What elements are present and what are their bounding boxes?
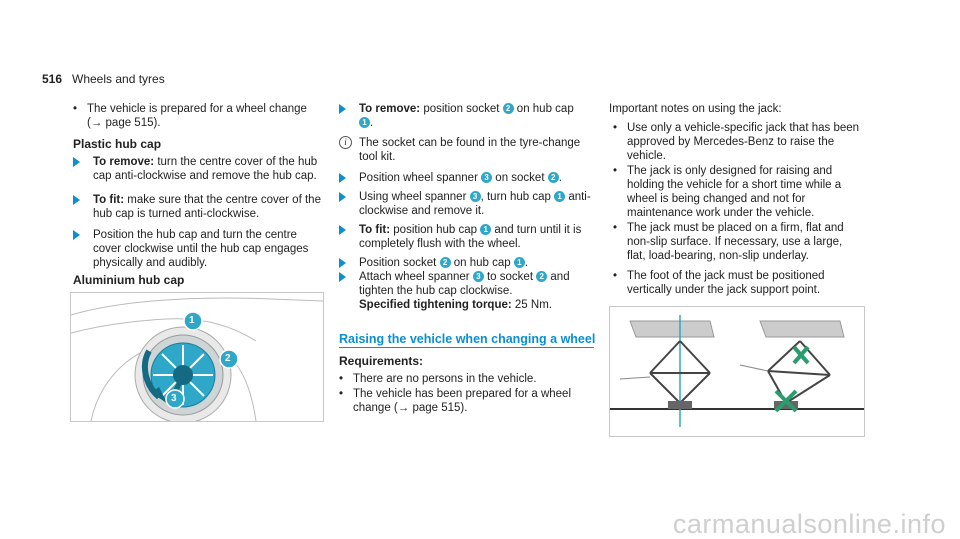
section-title-raising-vehicle: Raising the vehicle when changing a wheel: [339, 332, 596, 346]
bullet-dot: •: [613, 122, 618, 134]
step-arrow-icon: [339, 173, 346, 183]
callout-3: 3: [171, 393, 177, 404]
jack-note-item: [613, 221, 863, 265]
step-text: Position the hub cap and turn the centre cover clockwise until the hub cap engages physically and audibly.: [93, 229, 309, 269]
aluminium-hub-cap-heading: Aluminium hub cap: [73, 273, 185, 287]
badge-1: 1: [480, 224, 491, 235]
bullet-dot: •: [613, 222, 618, 234]
step-plastic-remove: [73, 155, 325, 185]
bullet-dot: •: [73, 103, 78, 115]
badge-3: 3: [470, 191, 481, 202]
badge-1: 1: [514, 257, 525, 268]
page-header-title: Wheels and tyres: [72, 72, 165, 86]
bullet-dot: •: [339, 373, 344, 385]
jack-positioning-figure: [609, 306, 865, 437]
info-note: [339, 136, 591, 166]
step-arrow-icon: [73, 195, 80, 205]
step-label: To remove:: [359, 103, 421, 115]
badge-2: 2: [548, 172, 559, 183]
hub-cap-figure: [70, 292, 324, 422]
step-label: To fit:: [359, 224, 391, 236]
watermark: carmanualsonline.info: [672, 509, 946, 539]
step-arrow-icon: [73, 230, 80, 240]
badge-2: 2: [536, 271, 547, 282]
jack-illustration: [610, 307, 864, 436]
step-plastic-fit: [73, 193, 328, 223]
wheel-illustration: [71, 293, 323, 421]
bullet-dot: •: [613, 165, 618, 177]
step-aluminium-remove: To remove: position socket 2 on hub cap 1 .: [339, 102, 589, 132]
step-label: To remove:: [93, 156, 155, 168]
callout-2: 2: [225, 353, 231, 364]
jack-note-text: The foot of the jack must be positioned vertically under the jack support point.: [627, 270, 825, 296]
info-text: The socket can be found in the tyre-change tool kit.: [359, 137, 581, 163]
requirements-heading: Requirements:: [339, 354, 424, 368]
jack-note-text: The jack is only designed for raising and holding the vehicle for a short time while a wheel is being changed and not for maintenance work under the vehicle.: [627, 165, 842, 219]
step-attach-spanner: Attach wheel spanner 3 to socket 2 and tighten the hub cap clockwise. Specified tightening torque: 25 Nm.: [339, 270, 591, 314]
jack-note-text: Use only a vehicle-specific jack that has been approved by Mercedes-Benz to raise the vehicle.: [627, 122, 860, 162]
section-divider: [339, 347, 594, 348]
step-plastic-position: [73, 228, 319, 272]
badge-2: 2: [503, 103, 514, 114]
jack-notes-heading: Important notes on using the jack:: [609, 103, 782, 115]
callout-1: 1: [189, 315, 195, 326]
step-arrow-icon: [339, 258, 346, 268]
badge-1: 1: [554, 191, 565, 202]
step-arrow-icon: [339, 104, 346, 114]
badge-1: 1: [359, 117, 370, 128]
bullet-vehicle-prepared: [73, 102, 323, 132]
step-arrow-icon: [73, 157, 80, 167]
plastic-hub-cap-heading: Plastic hub cap: [73, 137, 162, 151]
requirement-text: There are no persons in the vehicle.: [353, 373, 537, 385]
bullet-text: The vehicle is prepared for a wheel change: [87, 103, 307, 115]
step-arrow-icon: [339, 225, 346, 235]
step-position-socket: Position socket 2 on hub cap 1 .: [339, 256, 591, 272]
jack-note-item: [613, 269, 863, 299]
torque-value: 25 Nm.: [511, 299, 552, 311]
info-icon: i: [339, 136, 352, 149]
requirement-item: [339, 387, 579, 417]
step-arrow-icon: [339, 192, 346, 202]
page-reference-link[interactable]: (→ page 515).: [87, 117, 161, 129]
step-arrow-icon: [339, 272, 346, 282]
step-text: make sure that the centre cover of the hub cap is turned anti-clockwise.: [93, 194, 321, 220]
badge-2: 2: [440, 257, 451, 268]
page-number: 516: [42, 72, 63, 86]
step-position-spanner: Position wheel spanner 3 on socket 2 .: [339, 171, 591, 187]
requirement-item: [339, 372, 589, 388]
step-label: To fit:: [93, 194, 125, 206]
torque-label: Specified tightening torque:: [359, 299, 512, 311]
jack-note-item: [613, 164, 863, 222]
step-text: turn the centre cover of the hub cap anti-clockwise and remove the hub cap.: [93, 156, 318, 182]
step-using-spanner: Using wheel spanner 3 , turn hub cap 1 anti-clockwise and remove it.: [339, 190, 591, 220]
bullet-dot: •: [339, 388, 344, 400]
jack-note-text: The jack must be placed on a firm, flat and non-slip surface. If necessary, use a large, flat, load-bearing, non-slip underlay.: [627, 222, 844, 262]
requirement-text: The vehicle has been prepared for a wheel change (→ page 515).: [353, 388, 572, 414]
bullet-dot: •: [613, 270, 618, 282]
badge-3: 3: [473, 271, 484, 282]
step-aluminium-fit: To fit: position hub cap 1 and turn until it is completely flush with the wheel.: [339, 223, 595, 253]
jack-note-item: [613, 121, 863, 165]
badge-3: 3: [481, 172, 492, 183]
